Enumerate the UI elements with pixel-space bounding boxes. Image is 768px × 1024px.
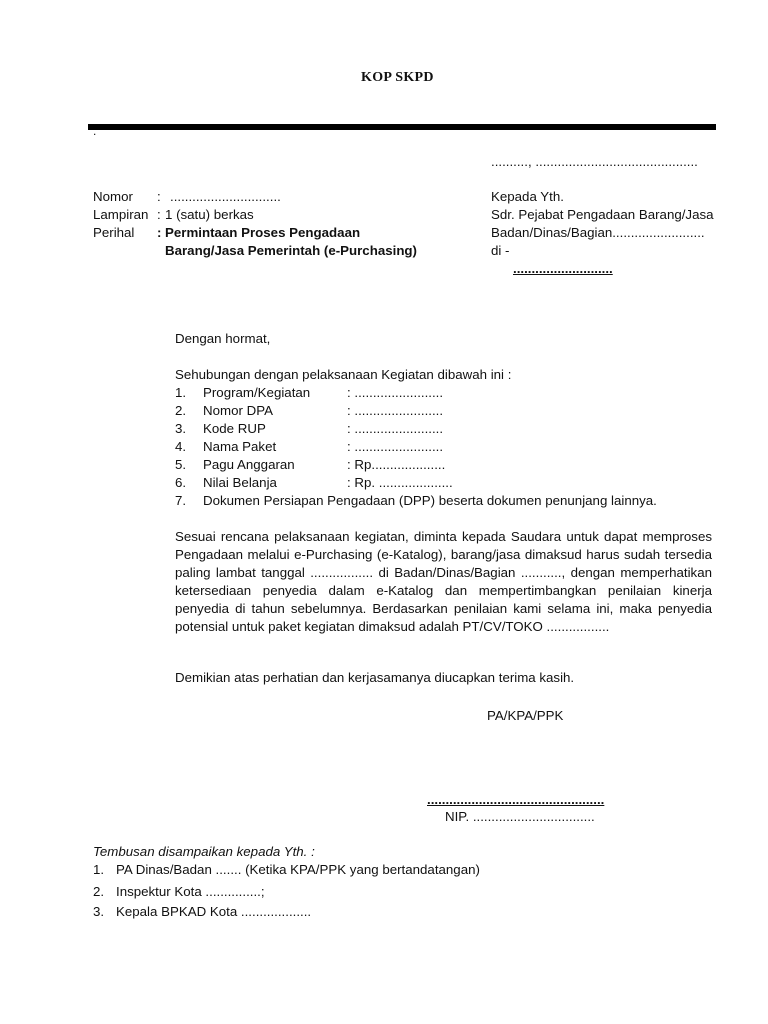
place-date: .........., ............................................ — [491, 154, 698, 169]
stray-dot: . — [93, 124, 97, 138]
perihal-label: Perihal — [93, 225, 135, 240]
recipient-line-1: Kepada Yth. — [491, 189, 564, 204]
intro-text: Sehubungan dengan pelaksanaan Kegiatan dibawah ini : — [175, 367, 512, 382]
perihal-sep: : — [157, 225, 162, 240]
list-item-value: : Rp.................... — [347, 457, 446, 472]
signatory-role: PA/KPA/PPK — [487, 708, 564, 723]
nomor-label: Nomor — [93, 189, 133, 204]
list-item-value: : Rp. .................... — [347, 475, 453, 490]
signatory-nip: NIP. ................................. — [445, 809, 595, 824]
list-item-label: Pagu Anggaran — [203, 457, 295, 472]
greeting: Dengan hormat, — [175, 331, 271, 346]
list-item-num: 7. — [175, 493, 187, 508]
recipient-line-4: di - — [491, 243, 510, 258]
cc-item-text: Kepala BPKAD Kota ................... — [116, 904, 312, 919]
recipient-line-5: ........................... — [513, 261, 613, 276]
letterhead-title: KOP SKPD — [361, 70, 434, 85]
list-item-num: 2. — [175, 403, 187, 418]
list-item-num: 4. — [175, 439, 187, 454]
list-item-label: Nama Paket — [203, 439, 277, 454]
list-item-num: 6. — [175, 475, 187, 490]
list-item-label: Program/Kegiatan — [203, 385, 311, 400]
list-item-value: : ........................ — [347, 403, 444, 418]
recipient-line-2: Sdr. Pejabat Pengadaan Barang/Jasa — [491, 207, 714, 222]
list-item-value: : ........................ — [347, 385, 444, 400]
lampiran-label: Lampiran — [93, 207, 149, 222]
list-item-label: Nilai Belanja — [203, 475, 277, 490]
recipient-line-3: Badan/Dinas/Bagian......................... — [491, 225, 705, 240]
lampiran-value: 1 (satu) berkas — [165, 207, 254, 222]
perihal-line-2: Barang/Jasa Pemerintah (e-Purchasing) — [165, 243, 417, 258]
nomor-sep: : — [157, 189, 161, 204]
list-item-label: Nomor DPA — [203, 403, 273, 418]
list-item-num: 1. — [175, 385, 187, 400]
cc-item-text: Inspektur Kota ...............; — [116, 884, 265, 899]
cc-item-text: PA Dinas/Badan ....... (Ketika KPA/PPK yang bertandatangan) — [116, 862, 480, 877]
lampiran-sep: : — [157, 207, 161, 222]
cc-item-num: 3. — [93, 904, 105, 919]
cc-heading: Tembusan disampaikan kepada Yth. : — [93, 844, 315, 859]
signatory-name-line: ................................................ — [427, 792, 605, 807]
main-paragraph: Sesuai rencana pelaksanaan kegiatan, diminta kepada Saudara untuk dapat memproses Pengadaan melalui e-Purchasing (e-Katalog), barang/jasa dimaksud harus sudah tersedia paling lambat tanggal ................. di Badan/Dinas/Bagian ..........., dengan memperhatikan ketersediaan penyedia dalam e-Katalog dan mempertimbangkan penilaian kinerja penyedia di tahun sebelumnya. Berdasarkan penilaian kami selama ini, maka penyedia potensial untuk paket kegiatan dimaksud adalah PT/CV/TOKO ................. — [175, 529, 712, 634]
cc-item-num: 2. — [93, 884, 105, 899]
list-item-value: : ........................ — [347, 439, 444, 454]
list-item-num: 5. — [175, 457, 187, 472]
list-item-label: Kode RUP — [203, 421, 266, 436]
closing-text: Demikian atas perhatian dan kerjasamanya diucapkan terima kasih. — [175, 670, 575, 685]
cc-item-num: 1. — [93, 862, 105, 877]
list-item-num: 3. — [175, 421, 187, 436]
nomor-value: .............................. — [170, 189, 281, 204]
letterhead-divider — [88, 124, 716, 130]
list-item-text: Dokumen Persiapan Pengadaan (DPP) beserta dokumen penunjang lainnya. — [203, 493, 657, 508]
perihal-line-1: Permintaan Proses Pengadaan — [165, 225, 361, 240]
list-item-value: : ........................ — [347, 421, 444, 436]
